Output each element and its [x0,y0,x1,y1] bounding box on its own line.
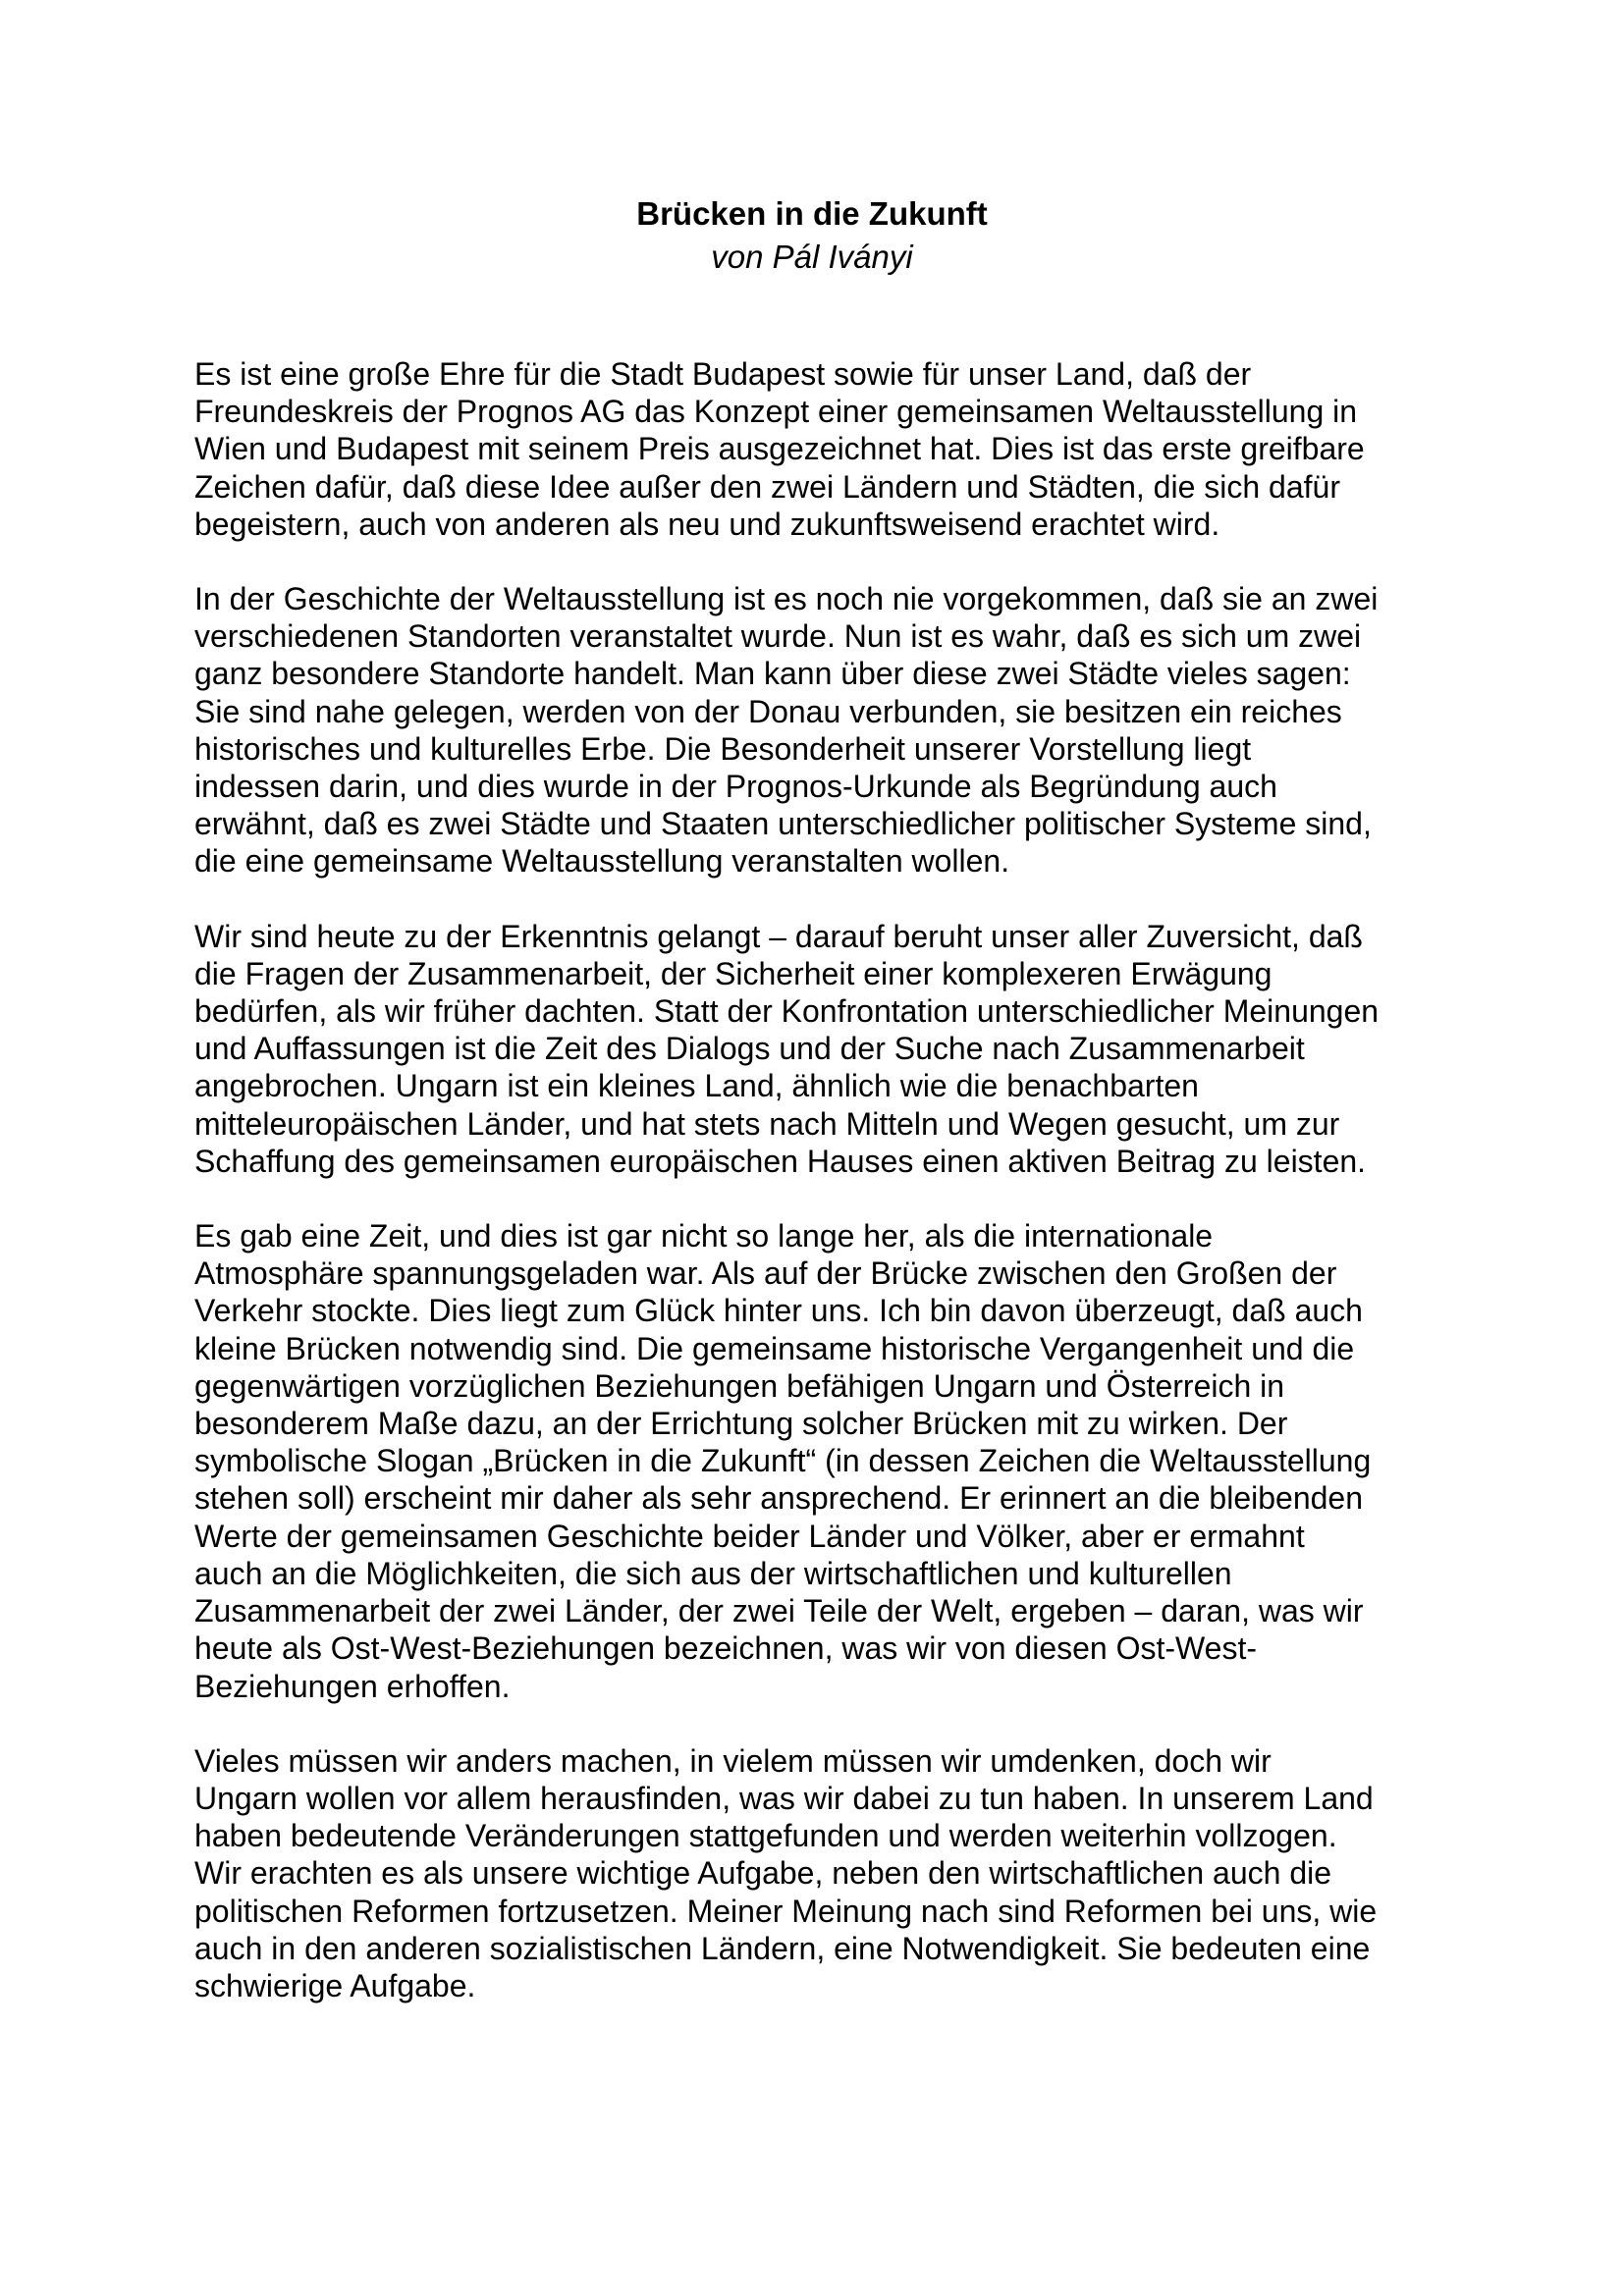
text-line: haben bedeutende Veränderungen stattgefunden und werden weiterhin vollzogen. [194,1818,1337,1854]
text-line: Atmosphäre spannungsgeladen war. Als auf der Brücke zwischen den Großen der [194,1255,1337,1292]
text-line: die eine gemeinsame Weltausstellung veranstalten wollen. [194,843,1010,880]
document-author: von Pál Iványi [711,239,913,275]
text-line: symbolische Slogan „Brücken in die Zukunft“ (in dessen Zeichen die Weltausstellung [194,1443,1372,1479]
document-header [0,192,1624,279]
text-line: auch in den anderen sozialistischen Ländern, eine Notwendigkeit. Sie bedeuten eine [194,1930,1371,1966]
document-body [194,355,1471,2042]
text-line: verschiedenen Standorten veranstaltet wurde. Nun ist es wahr, daß es sich um zwei [194,618,1362,655]
text-line: heute als Ost-West-Beziehungen bezeichnen, was wir von diesen Ost-West- [194,1630,1257,1667]
text-line: die Fragen der Zusammenarbeit, der Sicherheit einer komplexeren Erwägung [194,955,1272,991]
text-line: mitteleuropäischen Länder, und hat stets nach Mitteln und Wegen gesucht, um zur [194,1105,1340,1142]
text-line: historisches und kulturelles Erbe. Die Besonderheit unserer Vorstellung liegt [194,730,1252,767]
text-line: kleine Brücken notwendig sind. Die gemeinsame historische Vergangenheit und die [194,1330,1355,1366]
text-line: und Auffassungen ist die Zeit des Dialogs und der Suche nach Zusammenarbeit [194,1031,1305,1067]
text-line: Wir erachten es als unsere wichtige Aufgabe, neben den wirtschaftlichen auch die [194,1855,1332,1892]
text-line: bedürfen, als wir früher dachten. Statt der Konfrontation unterschiedlicher Meinungen [194,993,1380,1030]
text-line: besonderem Maße dazu, an der Errichtung solcher Brücken mit zu wirken. Der [194,1406,1288,1442]
text-line: indessen darin, und dies wurde in der Prognos-Urkunde als Begründung auch [194,769,1277,805]
text-line: Es gab eine Zeit, und dies ist gar nicht so lange her, als die internationale [194,1218,1214,1255]
text-line: Es ist eine große Ehre für die Stadt Budapest sowie für unser Land, daß der [194,356,1252,392]
text-line: erwähnt, daß es zwei Städte und Staaten unterschiedlicher politischer Systeme sind, [194,806,1372,842]
text-line: Werte der gemeinsamen Geschichte beider Länder und Völker, aber er ermahnt [194,1518,1305,1554]
paragraph-5 [194,1742,1471,2004]
text-line: Zeichen dafür, daß diese Idee außer den zwei Ländern und Städten, die sich dafür [194,468,1340,505]
text-line: stehen soll) erscheint mir daher als sehr ansprechend. Er erinnert an die bleibenden [194,1480,1364,1517]
text-line: Vieles müssen wir anders machen, in vielem müssen wir umdenken, doch wir [194,1742,1272,1779]
document-title: Brücken in die Zukunft [636,195,988,232]
text-line: Wir sind heute zu der Erkenntnis gelangt – darauf beruht unser aller Zuversicht, daß [194,918,1363,954]
paragraph-1 [194,355,1471,543]
paragraph-2 [194,580,1471,881]
text-line: In der Geschichte der Weltausstellung ist es noch nie vorgekommen, daß sie an zwei [194,581,1379,617]
text-line: begeistern, auch von anderen als neu und zukunftsweisend erachtet wird. [194,506,1220,542]
text-line: politischen Reformen fortzusetzen. Meiner Meinung nach sind Reformen bei uns, wie [194,1893,1378,1929]
text-line: Schaffung des gemeinsamen europäischen Hauses einen aktiven Beitrag zu leisten. [194,1143,1367,1179]
text-line: ganz besondere Standorte handelt. Man kann über diese zwei Städte vieles sagen: [194,656,1351,692]
text-line: schwierige Aufgabe. [194,1967,476,2003]
text-line: Beziehungen erhoffen. [194,1668,511,1704]
text-line: Freundeskreis der Prognos AG das Konzept einer gemeinsamen Weltausstellung in [194,394,1358,430]
text-line: Verkehr stockte. Dies liegt zum Glück hinter uns. Ich bin davon überzeugt, daß auch [194,1293,1363,1329]
paragraph-3 [194,918,1471,1180]
paragraph-4 [194,1217,1471,1705]
text-line: gegenwärtigen vorzüglichen Beziehungen befähigen Ungarn und Österreich in [194,1367,1285,1404]
text-line: auch an die Möglichkeiten, die sich aus der wirtschaftlichen und kulturellen [194,1555,1232,1591]
text-line: Sie sind nahe gelegen, werden von der Donau verbunden, sie besitzen ein reiches [194,693,1342,729]
text-line: Wien und Budapest mit seinem Preis ausgezeichnet hat. Dies ist das erste greifbare [194,431,1365,467]
text-line: Ungarn wollen vor allem herausfinden, was wir dabei zu tun haben. In unserem Land [194,1780,1374,1816]
text-line: Zusammenarbeit der zwei Länder, der zwei Teile der Welt, ergeben – daran, was wir [194,1593,1364,1629]
text-line: angebrochen. Ungarn ist ein kleines Land, ähnlich wie die benachbarten [194,1068,1199,1104]
